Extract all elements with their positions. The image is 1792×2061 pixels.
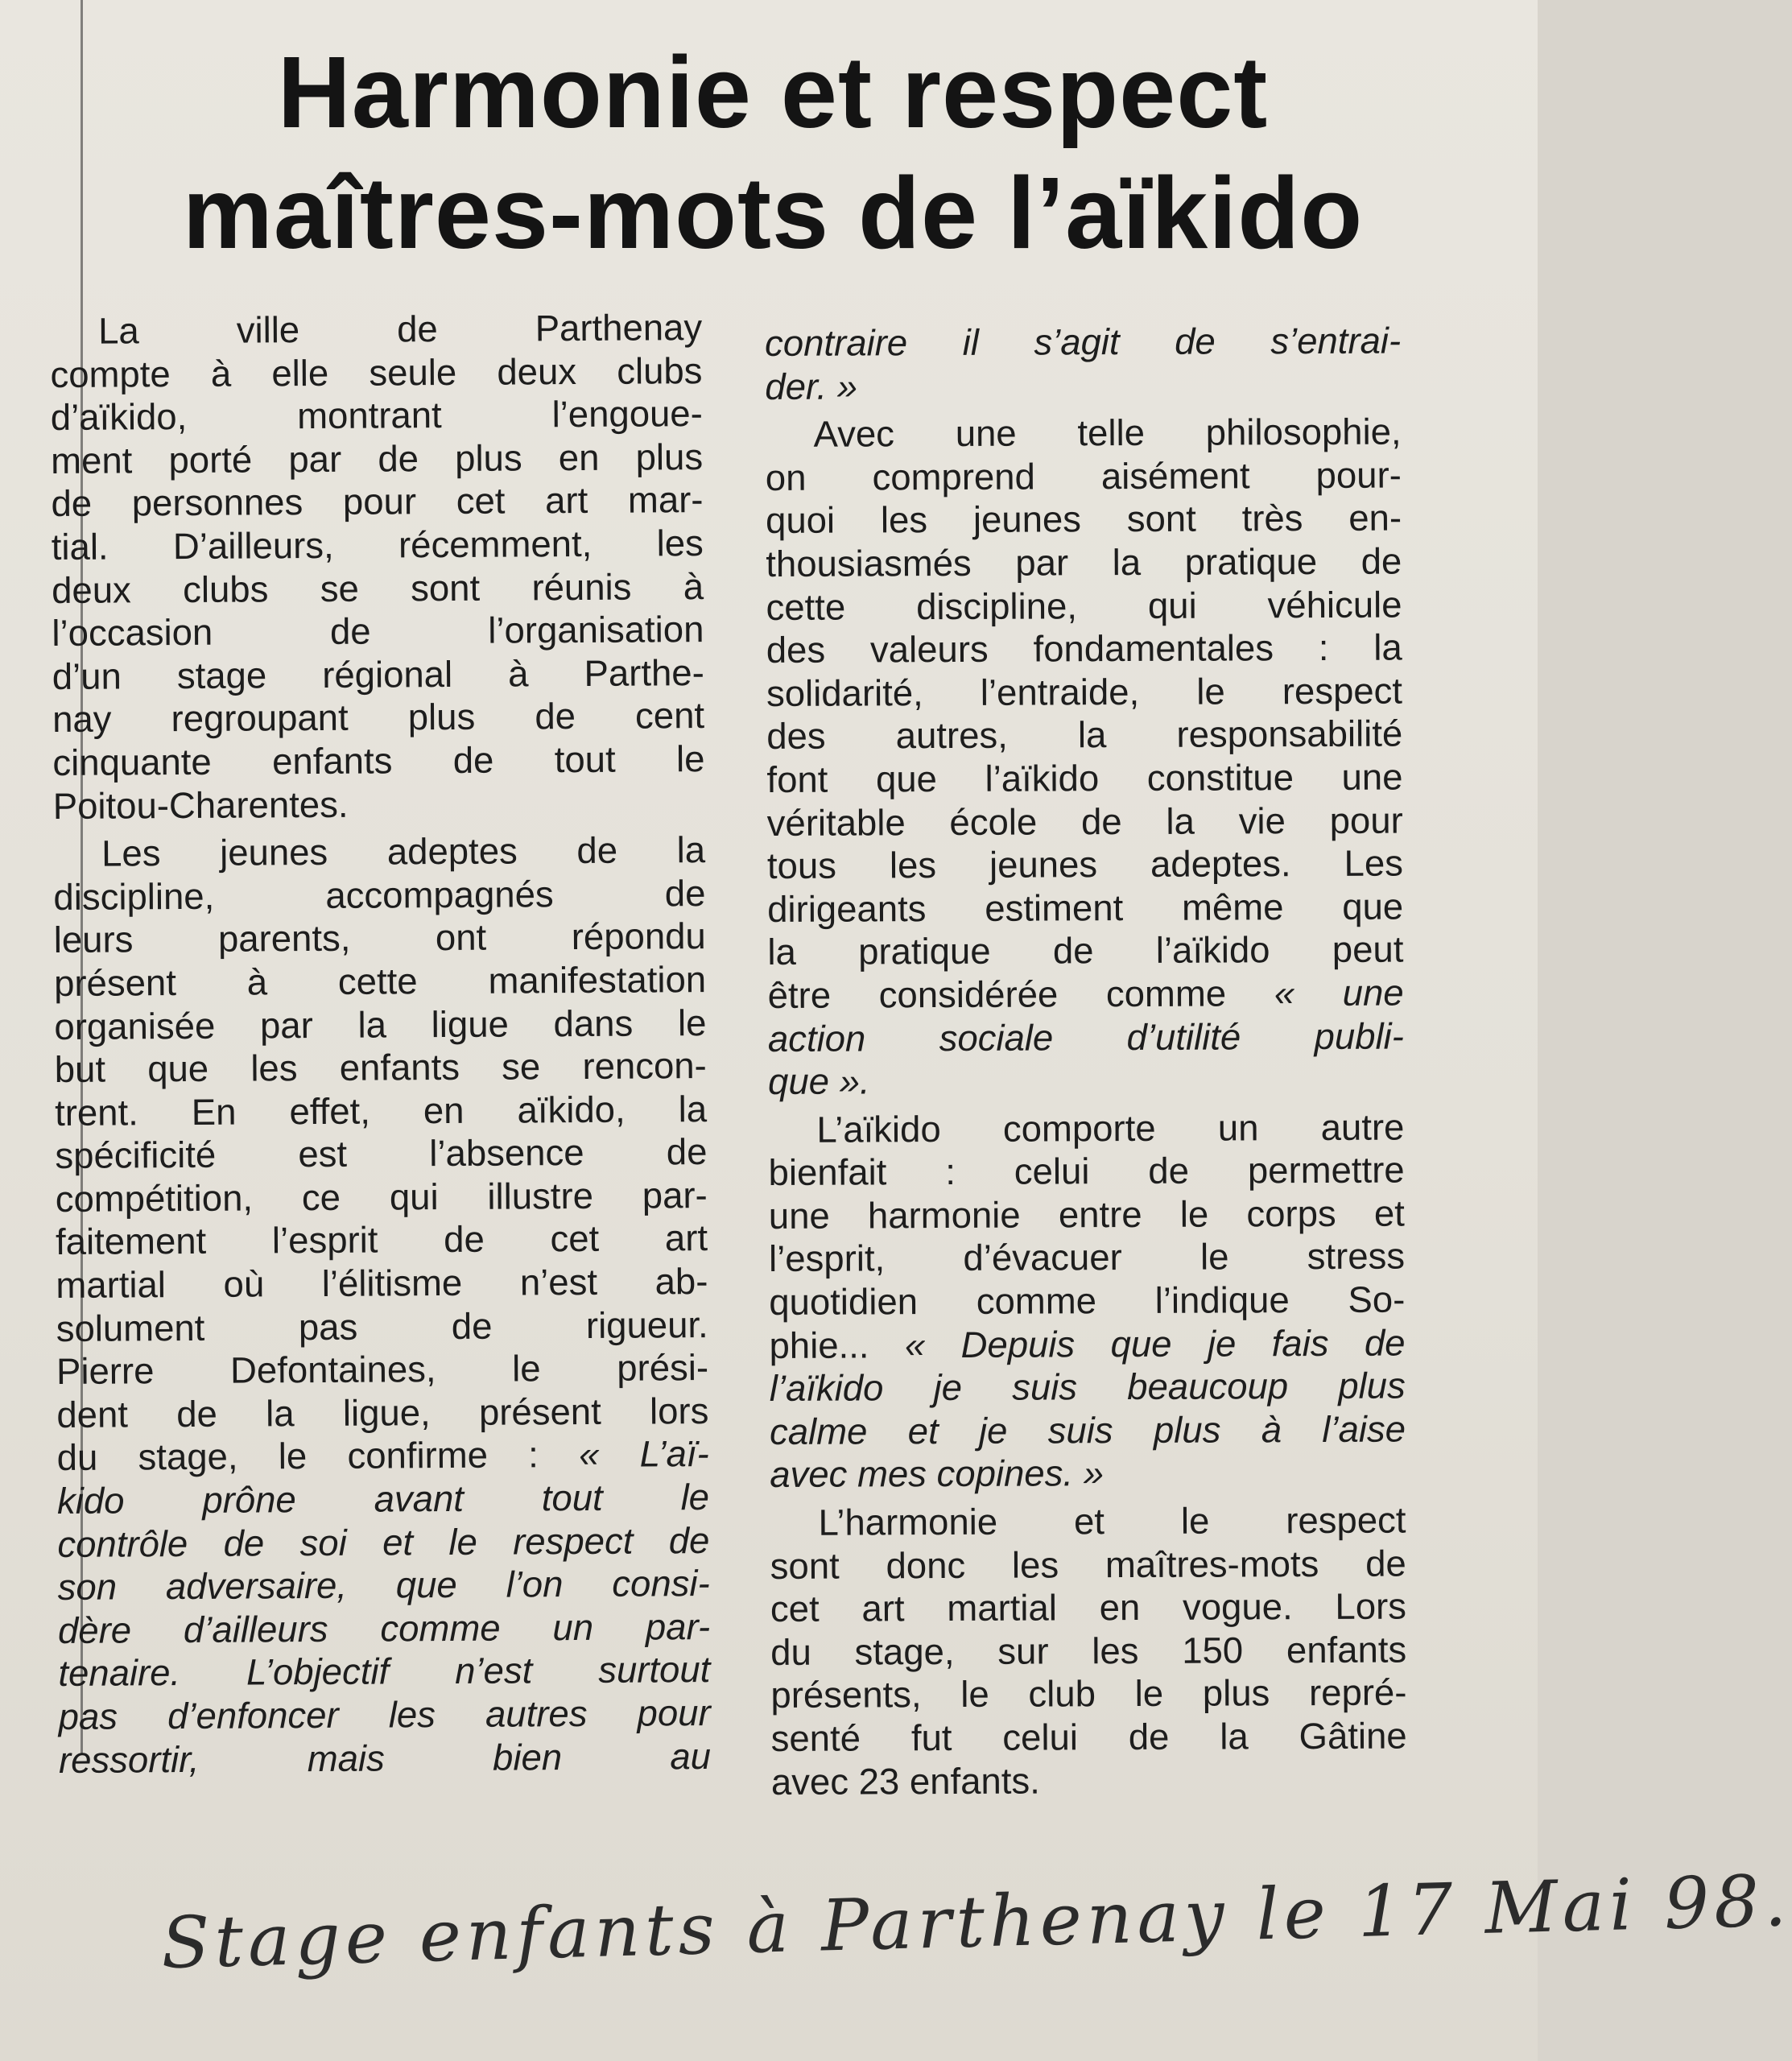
quote-line: kido prône avant tout le xyxy=(56,1477,710,1522)
headline-line-2: maîtres-mots de l’aïkido xyxy=(182,156,1364,270)
text-line: sont donc les maîtres-mots de xyxy=(770,1543,1406,1587)
text-line: martial où l’élitisme n’est ab- xyxy=(56,1261,708,1307)
text-line: solidarité, l’entraide, le respect xyxy=(766,670,1403,714)
quote-line: contrôle de soi et le respect de xyxy=(57,1519,710,1565)
quote-line: pas d’enfoncer les autres pour xyxy=(58,1692,711,1737)
text-line: senté fut celui de la Gâtine xyxy=(770,1715,1407,1759)
quote-line: calme et je suis plus à l’aise xyxy=(769,1408,1406,1452)
text-line: du stage, sur les 150 enfants xyxy=(770,1629,1407,1673)
text-line: des valeurs fondamentales : la xyxy=(766,626,1402,671)
paragraph-benefit xyxy=(768,1105,1406,1497)
text-line: tial. D’ailleurs, récemment, les xyxy=(51,522,704,568)
quote-line: dère d’ailleurs comme un par- xyxy=(57,1605,711,1651)
article-headline xyxy=(89,32,1457,274)
text-line: l’occasion de l’organisation xyxy=(52,609,704,655)
text-line: de personnes pour cet art mar- xyxy=(51,479,704,525)
quote-line: avec mes copines. » xyxy=(770,1452,1105,1496)
text-fragment: du stage, le confirme : xyxy=(56,1434,580,1479)
handwritten-note: Stage enfants à Parthenay le 17 Mai 98. xyxy=(159,1858,1792,1985)
quote-line: tenaire. L’objectif n’est surtout xyxy=(58,1649,711,1695)
text-line: nay regroupant plus de cent xyxy=(52,695,705,741)
text-line: compétition, ce qui illustre par- xyxy=(55,1174,708,1220)
article-column-left xyxy=(50,306,711,1782)
text-line: deux clubs se sont réunis à xyxy=(51,565,704,611)
text-line: on comprend aisément pour- xyxy=(765,454,1402,498)
quote-line: ressortir, mais bien au xyxy=(58,1735,712,1781)
text-line: dent de la ligue, présent lors xyxy=(56,1390,709,1435)
text-fragment: être considérée comme xyxy=(767,973,1274,1016)
text-line: solument pas de rigueur. xyxy=(56,1303,708,1349)
paragraph-conclusion xyxy=(770,1499,1407,1804)
text-line: avec 23 enfants. xyxy=(770,1760,1040,1803)
quote-line: contraire il s’agit de s’entrai- xyxy=(765,320,1402,364)
article-column-right xyxy=(765,320,1407,1804)
text-line: trent. En effet, en aïkido, la xyxy=(54,1088,708,1134)
text-line: organisée par la ligue dans le xyxy=(54,1002,707,1047)
paragraph-philosophy xyxy=(765,411,1404,1104)
text-line: quoi les jeunes sont très en- xyxy=(765,497,1402,542)
text-line: dirigeants estiment même que xyxy=(767,886,1404,930)
text-line-mixed xyxy=(57,1432,709,1480)
text-line: l’esprit, d’évacuer le stress xyxy=(768,1236,1406,1280)
text-line: ment porté par de plus en plus xyxy=(50,436,704,481)
text-line: des autres, la responsabilité xyxy=(766,712,1403,758)
paragraph-young-adepts xyxy=(53,828,711,1782)
quote-line: l’aïkido je suis beaucoup plus xyxy=(769,1365,1406,1410)
paragraph-quote-end xyxy=(765,320,1401,409)
text-line: faitement l’esprit de cet art xyxy=(55,1217,708,1263)
text-line: présents, le club le plus repré- xyxy=(770,1671,1407,1716)
text-line: cette discipline, qui véhicule xyxy=(766,584,1402,628)
text-line: font que l’aïkido constitue une xyxy=(766,756,1403,800)
text-line: leurs parents, ont répondu xyxy=(53,915,706,961)
text-line: Poitou-Charentes. xyxy=(52,783,349,827)
text-line: quotidien comme l’indique So- xyxy=(769,1278,1406,1324)
quote-fragment: « une xyxy=(1274,972,1404,1014)
text-line: but que les enfants se rencon- xyxy=(54,1045,707,1091)
text-line: cet art martial en vogue. Lors xyxy=(770,1585,1407,1630)
text-line: Pierre Defontaines, le prési- xyxy=(56,1347,709,1393)
text-line: spécificité est l’absence de xyxy=(55,1131,708,1177)
quote-line: que ». xyxy=(768,1060,870,1103)
quote-line: son adversaire, que l’on consi- xyxy=(57,1563,710,1609)
text-line: bienfait : celui de permettre xyxy=(768,1149,1405,1194)
text-line: d’un stage régional à Parthe- xyxy=(52,651,704,697)
text-fragment: phie... xyxy=(769,1324,905,1366)
text-line: véritable école de la vie pour xyxy=(766,799,1403,844)
text-line: compte à elle seule deux clubs xyxy=(50,349,703,395)
text-line: discipline, accompagnés de xyxy=(53,872,706,918)
headline-line-1: Harmonie et respect xyxy=(277,35,1269,149)
text-line-mixed xyxy=(769,1321,1405,1367)
quote-line: der. » xyxy=(765,366,858,407)
text-line: La ville de Parthenay xyxy=(98,307,703,352)
text-line: la pratique de l’aïkido peut xyxy=(767,928,1404,973)
text-line: thousiasmés par la pratique de xyxy=(766,540,1402,584)
text-line: cinquante enfants de tout le xyxy=(52,737,705,783)
quote-fragment: « L’aï- xyxy=(578,1433,709,1476)
quote-line: action sociale d’utilité publi- xyxy=(767,1015,1404,1059)
text-line: L’aïkido comporte un autre xyxy=(816,1106,1405,1150)
text-line: Avec une telle philosophie, xyxy=(813,411,1402,455)
quote-fragment: « Depuis que je fais de xyxy=(904,1322,1406,1365)
text-line: une harmonie entre le corps et xyxy=(768,1192,1405,1237)
text-line: tous les jeunes adeptes. Les xyxy=(766,842,1404,887)
paragraph-intro xyxy=(50,306,705,828)
text-line: d’aïkido, montrant l’engoue- xyxy=(50,393,703,439)
text-line: présent à cette manifestation xyxy=(53,958,707,1004)
text-line: L’harmonie et le respect xyxy=(818,1499,1406,1543)
text-line-mixed xyxy=(768,971,1404,1017)
text-line: Les jeunes adeptes de la xyxy=(101,829,706,874)
